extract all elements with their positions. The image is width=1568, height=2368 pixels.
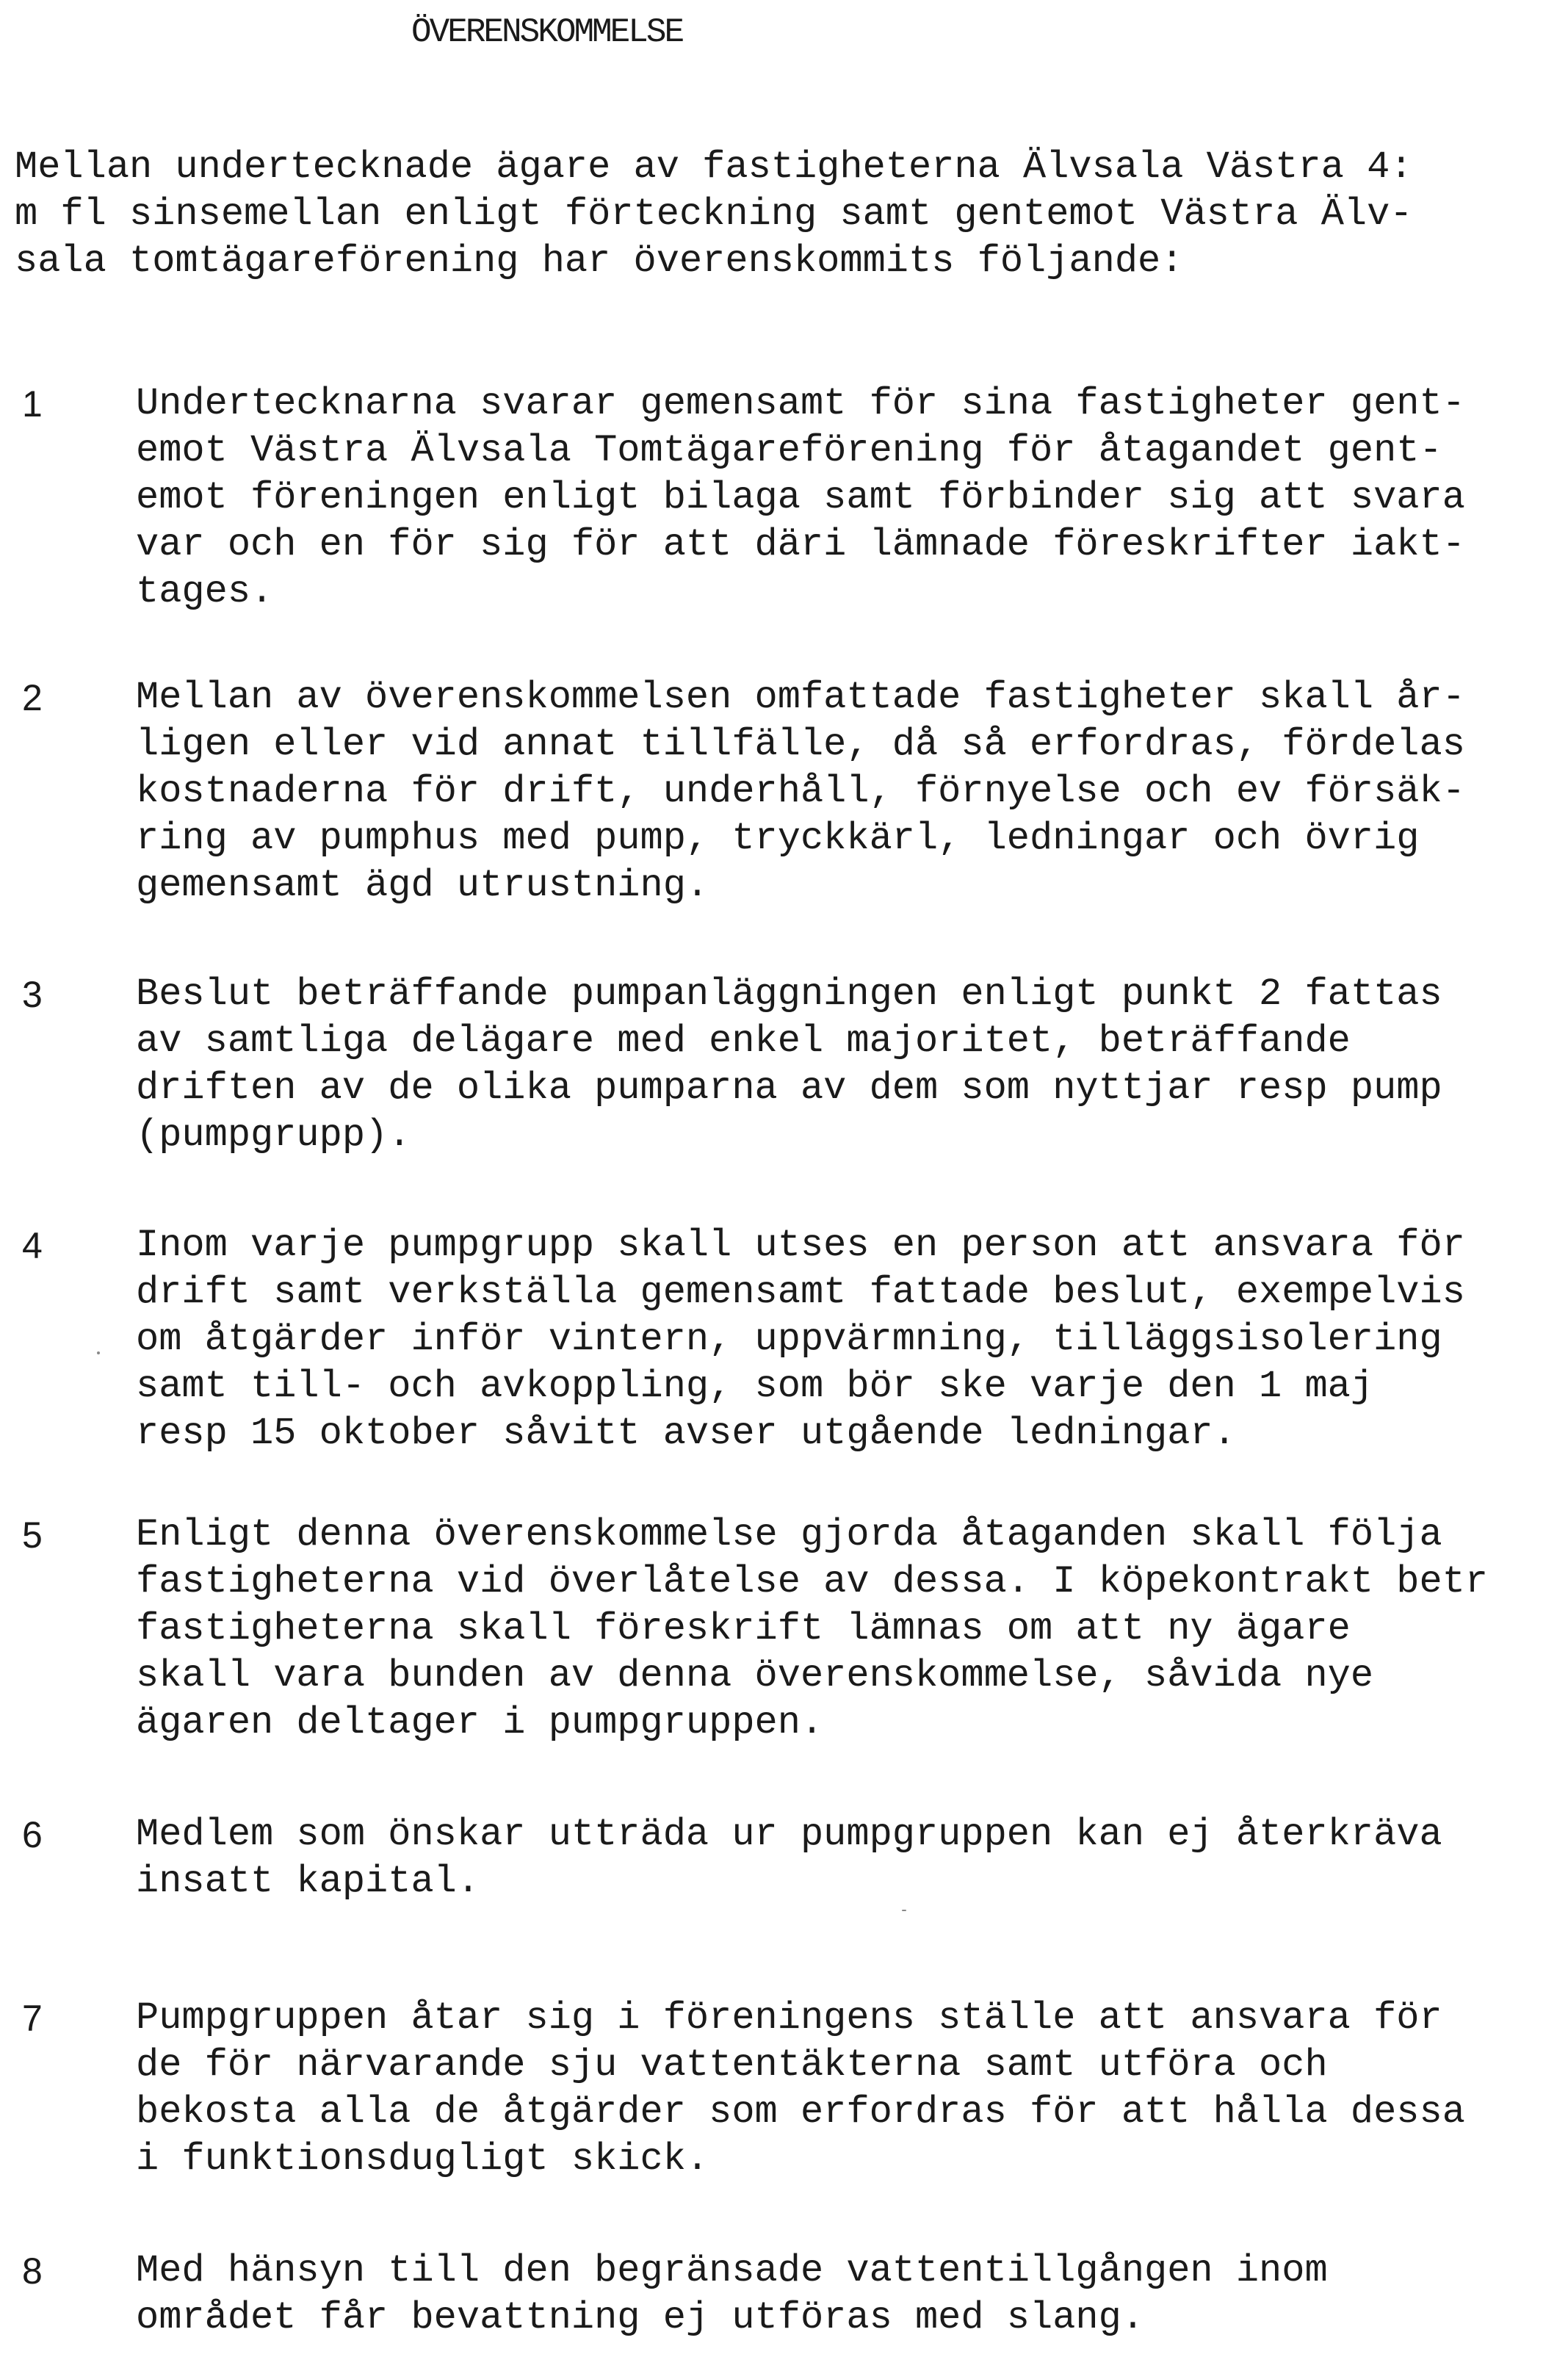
section-line: resp 15 oktober såvitt avser utgående ledningar. — [136, 1412, 1236, 1455]
section-text — [136, 971, 1553, 1159]
section-line: Mellan av överenskommelsen omfattade fastigheter skall år- — [136, 676, 1465, 719]
intro-line: sala tomtägareförening har överenskommits följande: — [15, 239, 1184, 283]
section-text — [136, 2248, 1553, 2342]
section-line: insatt kapital. — [136, 1860, 480, 1903]
section-line: ring av pumphus med pump, tryckkärl, ledningar och övrig — [136, 817, 1420, 860]
section-line: emot Västra Älvsala Tomtägareförening för åtagandet gent- — [136, 429, 1442, 472]
section-number: 7 — [22, 1998, 43, 2039]
section-line: Medlem som önskar utträda ur pumpgruppen kan ej återkräva — [136, 1813, 1442, 1856]
section-number: 6 — [22, 1814, 43, 1855]
section-number: 8 — [22, 2250, 43, 2292]
section-line: Med hänsyn till den begränsade vattentillgången inom — [136, 2249, 1328, 2292]
section-line: ligen eller vid annat tillfälle, då så erfordras, fördelas — [136, 723, 1465, 766]
section-line: av samtliga delägare med enkel majoritet, beträffande — [136, 1019, 1351, 1063]
section-line: drift samt verkställa gemensamt fattade beslut, exempelvis — [136, 1271, 1465, 1314]
document-title: ÖVERENSKOMMELSE — [411, 13, 683, 51]
section-text — [136, 1222, 1553, 1457]
section-number: 4 — [22, 1225, 43, 1266]
section-text — [136, 1512, 1553, 1747]
section-line: kostnaderna för drift, underhåll, förnyelse och ev försäk- — [136, 770, 1465, 813]
section-line: om åtgärder inför vintern, uppvärmning, tilläggsisolering — [136, 1318, 1442, 1361]
section-text — [136, 1811, 1553, 1905]
section-line: bekosta alla de åtgärder som erfordras för att hålla dessa — [136, 2090, 1465, 2134]
section-text — [136, 674, 1553, 909]
section-number: 2 — [22, 677, 43, 718]
section-line: gemensamt ägd utrustning. — [136, 864, 709, 907]
section-line: Undertecknarna svarar gemensamt för sina fastigheter gent- — [136, 382, 1465, 425]
section-line: var och en för sig för att däri lämnade föreskrifter iakt- — [136, 523, 1465, 566]
section-line: i funktionsdugligt skick. — [136, 2137, 709, 2181]
section-number: 3 — [22, 974, 43, 1015]
section-line: Enligt denna överenskommelse gjorda åtaganden skall följa — [136, 1513, 1442, 1556]
section-line: området får bevattning ej utföras med slang. — [136, 2296, 1145, 2339]
intro-line: m fl sinsemellan enligt förteckning samt gentemot Västra Älv- — [15, 192, 1413, 236]
section-line: fastigheterna vid överlåtelse av dessa. I köpekontrakt betr — [136, 1560, 1489, 1603]
section-line: (pumpgrupp). — [136, 1113, 411, 1157]
section-line: emot föreningen enligt bilaga samt förbinder sig att svara — [136, 476, 1465, 519]
scan-speck — [97, 1351, 100, 1354]
section-number: 5 — [22, 1515, 43, 1556]
intro-line: Mellan undertecknade ägare av fastigheterna Älvsala Västra 4: — [15, 145, 1413, 189]
section-line: skall vara bunden av denna överenskommelse, såvida nye — [136, 1654, 1374, 1697]
section-text — [136, 380, 1553, 616]
section-text — [136, 1995, 1553, 2183]
section-line: Inom varje pumpgrupp skall utses en person att ansvara för — [136, 1224, 1465, 1267]
section-line: fastigheterna skall föreskrift lämnas om att ny ägare — [136, 1607, 1351, 1650]
section-line: ägaren deltager i pumpgruppen. — [136, 1701, 824, 1744]
section-line: driften av de olika pumparna av dem som nyttjar resp pump — [136, 1066, 1442, 1110]
section-line: Beslut beträffande pumpanläggningen enligt punkt 2 fattas — [136, 972, 1442, 1016]
section-number: 1 — [22, 383, 43, 425]
section-line: Pumpgruppen åtar sig i föreningens ställe att ansvara för — [136, 1996, 1442, 2040]
scan-speck — [902, 1910, 906, 1911]
section-line: samt till- och avkoppling, som bör ske varje den 1 maj — [136, 1365, 1374, 1408]
section-line: tages. — [136, 570, 274, 613]
section-line: de för närvarande sju vattentäkterna samt utföra och — [136, 2043, 1328, 2087]
intro-paragraph — [15, 144, 1542, 285]
